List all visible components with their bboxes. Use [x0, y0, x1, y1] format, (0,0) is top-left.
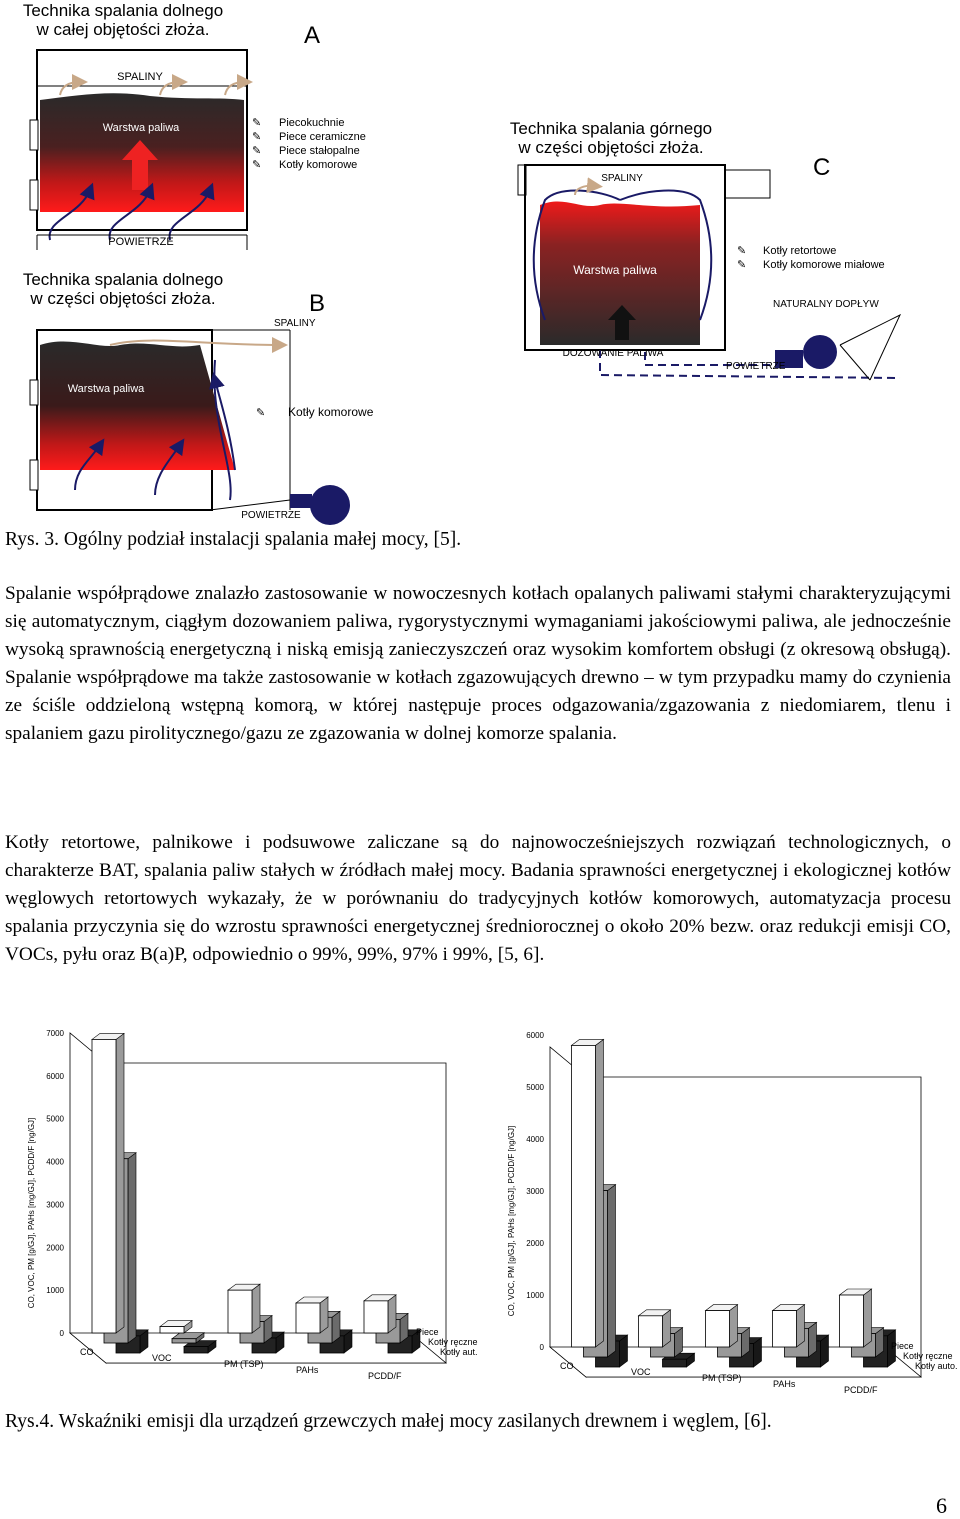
x-tick-label: CO [80, 1347, 94, 1357]
panel-c-natural-label: NATURALNY DOPŁYW [773, 299, 879, 310]
x-tick-label: PM (TSP) [224, 1359, 264, 1369]
y-tick-label: 5000 [46, 1114, 64, 1124]
bar [572, 1045, 596, 1347]
panel-c-feed-label: DOZOWANIE PALIWA [562, 348, 664, 359]
panel-a-device: Piece ceramiczne [279, 131, 366, 143]
pencil-icon: ✎ [252, 131, 262, 143]
panel-a-air-label: POWIETRZE [108, 236, 174, 248]
panel-c-air-label: POWIETRZE [726, 361, 786, 372]
panel-b-diagram [30, 318, 374, 525]
panel-b-air-label: POWIETRZE [241, 510, 301, 521]
bar [92, 1039, 116, 1333]
pencil-icon: ✎ [252, 159, 262, 171]
series-label: Kotły auto. [915, 1361, 958, 1371]
y-tick-label: 6000 [46, 1071, 64, 1081]
x-tick-label: VOC [631, 1367, 651, 1377]
bar [706, 1311, 730, 1347]
bar-side [252, 1284, 260, 1333]
y-tick-label: 4000 [46, 1157, 64, 1167]
panel-b-fuel-label: Warstwa paliwa [67, 383, 145, 395]
pencil-icon: ✎ [737, 245, 747, 257]
bar [840, 1295, 864, 1347]
bar-side [116, 1033, 124, 1333]
bar-side [128, 1153, 136, 1343]
panel-c-letter: C [813, 154, 831, 181]
panel-c-heading: Technika spalania górnego w części objętości złoża. [509, 119, 713, 157]
bar-side [730, 1305, 738, 1347]
y-tick-label: 3000 [526, 1187, 544, 1196]
series-label: Kotły ręczne [428, 1337, 478, 1347]
panel-b-heading: Technika spalania dolnego w części objętości złoża. [22, 270, 224, 308]
bar [663, 1359, 687, 1367]
pencil-icon: ✎ [737, 259, 747, 271]
paragraph-1: Spalanie współprądowe znalazło zastosowanie w nowoczesnych kotłach opalanych paliwami stałymi charakteryzującymi się automatycznym, ciągłym dozowaniem paliwa, rygorystycznymi wymaganiami jakościowymi paliwa, ale jednocześnie wysoką sprawnością energetyczną i niską emisją zanieczyszczeń oraz wysokim komfortem obsługi (z okresową obsługą). Spalanie współprądowe ma także zastosowanie w kotłach zgazowujących drewno – w tym przypadku mamy do czynienia ze ściśle oddzieloną wstępną komorą, w której następuje proces odgazowania/zgazowania z niedomiarem, tlenu i spalaniem gazu pirolitycznego/gazu ze zgazowania w dolnej komorze spalania. [5, 583, 951, 744]
panel-b-device: Kotły komorowe [288, 405, 374, 419]
y-tick-label: 6000 [526, 1031, 544, 1040]
y-tick-label: 4000 [526, 1135, 544, 1144]
x-tick-label: PAHs [296, 1365, 319, 1375]
x-tick-label: PCDD/F [368, 1371, 402, 1381]
panel-a-diagram [30, 50, 247, 250]
y-tick-label: 1000 [526, 1291, 544, 1300]
panel-a-fuel-label: Warstwa paliwa [102, 122, 180, 134]
bar-side [864, 1289, 872, 1347]
panel-a-letter: A [304, 22, 321, 49]
emission-chart-left [0, 1010, 480, 1400]
panel-a-exhaust-label: SPALINY [117, 71, 163, 83]
series-label: Kotły ręczne [903, 1351, 953, 1361]
y-tick-label: 2000 [526, 1239, 544, 1248]
figure-3-caption: Rys. 3. Ogólny podział instalacji spalania małej mocy, [5]. [5, 529, 462, 550]
pencil-icon: ✎ [256, 407, 266, 419]
panel-a-device-list [252, 117, 366, 171]
panel-c-fuel-label: Warstwa paliwa [573, 263, 657, 277]
y-axis-label: CO, VOC, PM [g/GJ], PAHs [mg/GJ], PCDD/F [ng/GJ] [27, 1117, 36, 1309]
panel-c-device: Kotły komorowe miałowe [763, 259, 885, 271]
x-tick-label: VOC [152, 1353, 172, 1363]
bar-side [663, 1310, 671, 1347]
figure-3-drawing [0, 0, 960, 560]
x-tick-label: PAHs [773, 1379, 796, 1389]
panel-c-diagram [518, 165, 900, 380]
emission-chart-right [480, 1010, 960, 1400]
paragraph-2: Kotły retortowe, palnikowe i podsuwowe zaliczane są do najnowocześniejszych rozwiązań technologicznych, o charakterze BAT, spalania paliw stałych w źródłach małej mocy. Badania sprawności energetycznej i ekologicznej kotłów węglowych retortowych wykazały, że w porównaniu do tradycyjnych kotłów komorowych, automatyzacja procesu spalania przyczynia się do wzrostu sprawności energetycznej średniorocznej o około 20% bezw. oraz redukcji emisji CO, VOCs, pyłu oraz B(a)P, odpowiednio o 99%, 99%, 97% i 99%, [5, 6]. [5, 832, 951, 965]
y-tick-label: 5000 [526, 1083, 544, 1092]
series-label: Kotły aut. [440, 1347, 478, 1357]
panel-b-letter: B [309, 290, 326, 317]
y-tick-label: 0 [539, 1343, 544, 1352]
series-label: Piece [416, 1327, 439, 1337]
y-tick-label: 3000 [46, 1200, 64, 1210]
y-tick-label: 2000 [46, 1243, 64, 1253]
panel-b-exhaust-label: SPALINY [274, 318, 316, 329]
panel-a-device: Piecokuchnie [279, 117, 345, 129]
bar [172, 1339, 196, 1343]
bar [364, 1301, 388, 1333]
bar [228, 1290, 252, 1333]
panel-a-device: Kotły komorowe [279, 159, 358, 171]
bar-side [596, 1039, 604, 1347]
panel-c-device: Kotły retortowe [763, 245, 837, 257]
x-tick-label: PCDD/F [844, 1385, 878, 1395]
x-tick-label: CO [560, 1361, 574, 1371]
y-axis-label: CO, VOC, PM [g/GJ], PAHs [mg/GJ], PCDD/F [ng/GJ] [507, 1125, 516, 1317]
panel-c-exhaust-label: SPALINY [601, 173, 643, 184]
bar [184, 1347, 208, 1353]
series-label: Piece [891, 1341, 914, 1351]
bar-side [797, 1305, 805, 1347]
bar-side [388, 1295, 396, 1333]
panel-a-device: Piece stałopalne [279, 145, 360, 157]
figure-4-caption: Rys.4. Wskaźniki emisji dla urządzeń grzewczych małej mocy zasilanych drewnem i węglem, [6]. [5, 1411, 772, 1432]
panel-a-heading: Technika spalania dolnego w całej objętości złoża. [22, 1, 224, 39]
y-tick-label: 0 [59, 1329, 64, 1338]
bar [639, 1316, 663, 1347]
pencil-icon: ✎ [252, 117, 262, 129]
x-tick-label: PM (TSP) [702, 1373, 742, 1383]
pencil-icon: ✎ [252, 145, 262, 157]
figure-3 [0, 0, 960, 560]
y-tick-label: 1000 [46, 1286, 64, 1296]
bar [773, 1311, 797, 1347]
bar [296, 1303, 320, 1333]
bar [160, 1327, 184, 1333]
y-tick-label: 7000 [46, 1029, 64, 1038]
page-number: 6 [936, 1493, 947, 1518]
bar-side [608, 1185, 616, 1357]
